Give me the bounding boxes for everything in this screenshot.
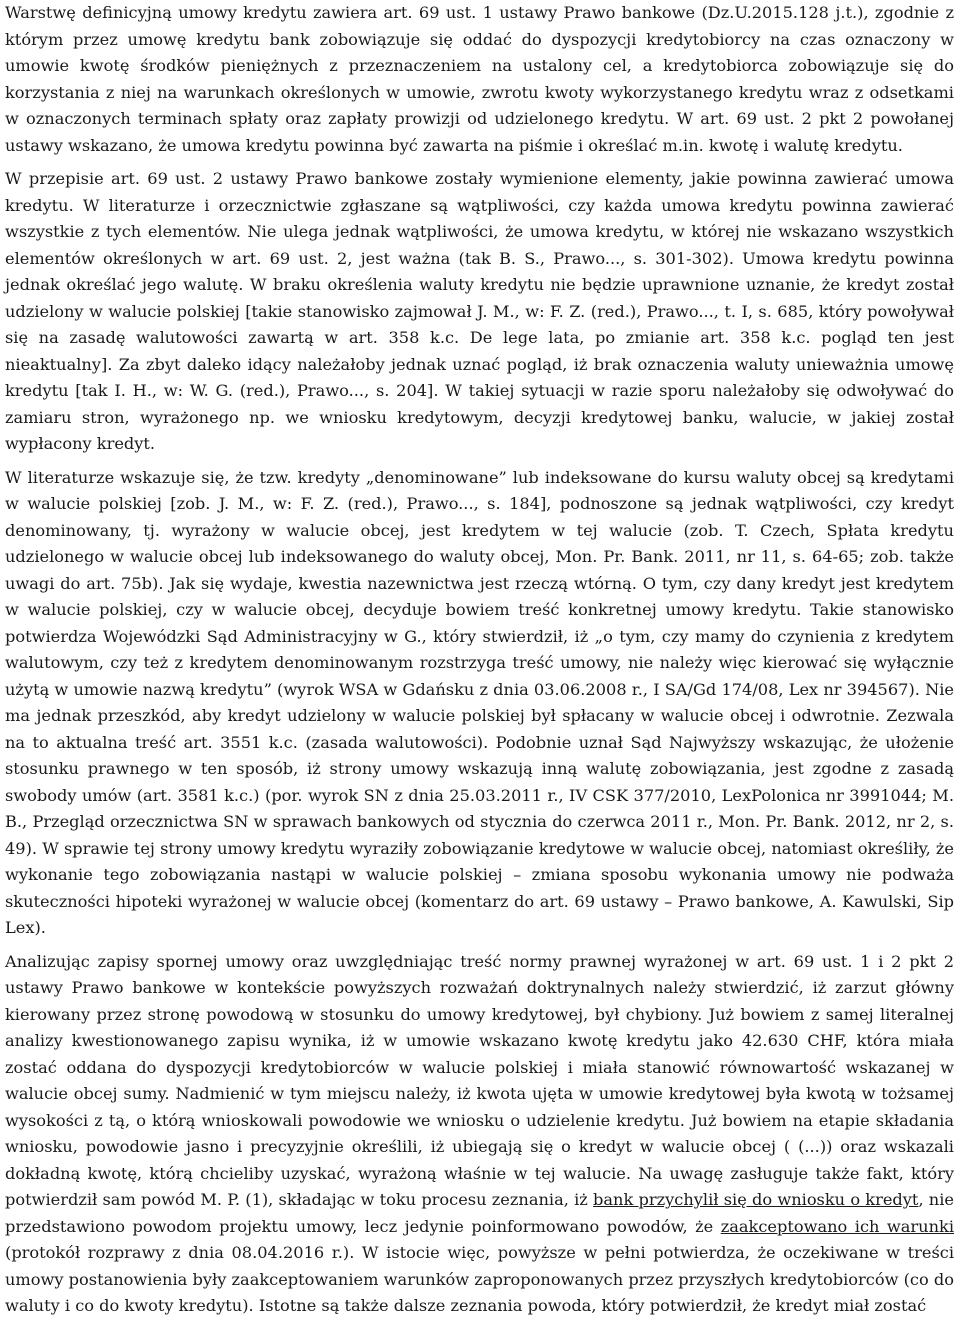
paragraph-text: Analizując zapisy spornej umowy oraz uwzględniając treść normy prawnej wyrażonej w art. 69 ust. 1 i 2 pkt 2 ustawy Prawo bankowe w kontekście powyższych rozważań doktrynalnych należy stwierdzić, iż zarzut główny kierowany przez stronę powodową w stosunku do umowy kredytowej, był chybiony. Już bowiem z samej literalnej analizy kwestionowanego zapisu wynika, iż w umowie wskazano kwotę kredytu jako 42.630 CHF, która miała zostać oddana do dyspozycji kredytobiorców w walucie polskiej i miała stanowić równowartość wskazanej w walucie obcej sumy. Nadmienić w tym miejscu należy, iż kwota ujęta w umowie kredytowej była kwotą w tożsamej wysokości z tą, o którą wnioskowali powodowie we wniosku o udzielenie kredytu. Już bowiem na etapie składania wniosku, powodowie jasno i precyzyjnie określili, iż ubiegają się o kredyt w walucie obcej ( (...)) oraz wskazali dokładną kwotę, którą chcieliby uzyskać, wyrażoną właśnie w tej walucie. Na uwagę zasługuje także fakt, który potwierdził sam powód M. P. (1), składając w toku procesu zeznania, iż xyxy=(5,951,954,1209)
paragraph-text: W literaturze wskazuje się, że tzw. kredyty „denominowane” lub indeksowane do kursu waluty obcej są kredytami w walucie polskiej [zob. J. M., w: F. Z. (red.), Prawo..., s. 184], podnoszone są jednak wątpliwości, czy kredyt denominowany, tj. wyrażony w walucie obcej, jest kredytem w tej walucie (zob. T. Czech, Spłata kredytu udzielonego w walucie obcej lub indeksowanego do waluty obcej, Mon. Pr. Bank. 2011, nr 11, s. 64-65; zob. także uwagi do art. 75b). Jak się wydaje, kwestia nazewnictwa jest rzeczą wtórną. O tym, czy dany kredyt jest kredytem w walucie polskiej, czy w walucie obcej, decyduje bowiem treść konkretnej umowy kredytu. Takie stanowisko potwierdza Wojewódzki Sąd Administracyjny w G., który stwierdził, iż „o tym, czy mamy do czynienia z kredytem walutowym, czy też z kredytem denominowanym rozstrzyga treść umowy, nie należy więc kierować się wyłącznie użytą w umowie nazwą kredytu” (wyrok WSA w Gdańsku z dnia 03.06.2008 r., I SA/Gd 174/08, Lex nr 394567). Nie ma jednak przeszkód, aby kredyt udzielony w walucie polskiej był spłacany w walucie obcej i odwrotnie. Zezwala na to aktualna treść art. 3551 k.c. (zasada walutowości). Podobnie uznał Sąd Najwyższy wskazując, że ułożenie stosunku prawnego w ten sposób, iż strony umowy wskazują inną walutę zobowiązania, jest zgodne z zasadą swobody umów (art. 3581 k.c.) (por. wyrok SN z dnia 25.03.2011 r., IV CSK 377/2010, LexPolonica nr 3991044; M. B., Przegląd orzecznictwa SN w sprawach bankowych od stycznia do czerwca 2011 r., Mon. Pr. Bank. 2012, nr 2, s. 49). W sprawie tej strony umowy kredytu wyraziły zobowiązanie kredytowe w walucie obcej, natomiast określiły, że wykonanie tego zobowiązania nastąpi w walucie polskiej – zmiana sposobu wykonania umowy nie podważa skuteczności hipoteki wyrażonej w walucie obcej (komentarz do art. 69 ustawy – Prawo bankowe, A. Kawulski, Sip Lex). xyxy=(5,467,954,937)
paragraph-contract-analysis xyxy=(5,949,954,1320)
underlined-phrase-bank-approved: bank przychylił się do wniosku o kredyt xyxy=(593,1190,919,1209)
paragraph-text: Warstwę definicyjną umowy kredytu zawiera art. 69 ust. 1 ustawy Prawo bankowe (Dz.U.2015.128 j.t.), zgodnie z którym przez umowę kredytu bank zobowiązuje się oddać do dyspozycji kredytobiorcy na czas oznaczony w umowie kwotę środków pieniężnych z przeznaczeniem na ustalony cel, a kredytobiorca zobowiązuje się do korzystania z niej na warunkach określonych w umowie, zwrotu kwoty wykorzystanego kredytu wraz z odsetkami w oznaczonych terminach spłaty oraz zapłaty prowizji od udzielonego kredytu. W art. 69 ust. 2 pkt 2 powołanej ustawy wskazano, że umowa kredytu powinna być zawarta na piśmie i określać m.in. kwotę i walutę kredytu. xyxy=(5,3,954,155)
paragraph-text: , nie przedstawiono powodom projektu umowy, lecz jedynie poinformowano powodów, że xyxy=(5,1190,954,1236)
paragraph-text: (protokół rozprawy z dnia 08.04.2016 r.). W istocie więc, powyższe w pełni potwierdza, że oczekiwane w treści umowy postanowienia były zaakceptowaniem warunków zaproponowanych przez przyszłych kredytobiorców (co do waluty i co do kwoty kredytu). Istotne są także dalsze zeznania powoda, który potwierdził, że kredyt miał zostać xyxy=(5,1243,954,1315)
underlined-phrase-terms-accepted: zaakceptowano ich warunki xyxy=(720,1216,954,1236)
paragraph-credit-definition xyxy=(5,0,954,159)
paragraph-text: W przepisie art. 69 ust. 2 ustawy Prawo bankowe zostały wymienione elementy, jakie powinna zawierać umowa kredytu. W literaturze i orzecznictwie zgłaszane są wątpliwości, czy każda umowa kredytu powinna zawierać wszystkie z tych elementów. Nie ulega jednak wątpliwości, że umowa kredytu, w której nie wskazano wszystkich elementów określonych w art. 69 ust. 2, jest ważna (tak B. S., Prawo..., s. 301-302). Umowa kredytu powinna jednak określać jego walutę. W braku określenia waluty kredytu nie będzie uprawnione uznanie, że kredyt został udzielony w walucie polskiej [takie stanowisko zajmował J. M., w: F. Z. (red.), Prawo..., t. I, s. 685, który powoływał się na zasadę walutowości zawartą w art. 358 k.c. De lege lata, po zmianie art. 358 k.c. pogląd ten jest nieaktualny]. Za zbyt daleko idący należałoby jednak uznać pogląd, iż brak oznaczenia waluty unieważnia umowę kredytu [tak I. H., w: W. G. (red.), Prawo..., s. 204]. W takiej sytuacji w razie sporu należałoby się odwoływać do zamiaru stron, wyrażonego np. we wniosku kredytowym, decyzji kredytowej banku, walucie, w jakiej został wypłacony kredyt. xyxy=(5,169,954,453)
paragraph-credit-elements xyxy=(5,166,954,458)
paragraph-denominated-credits xyxy=(5,465,954,942)
